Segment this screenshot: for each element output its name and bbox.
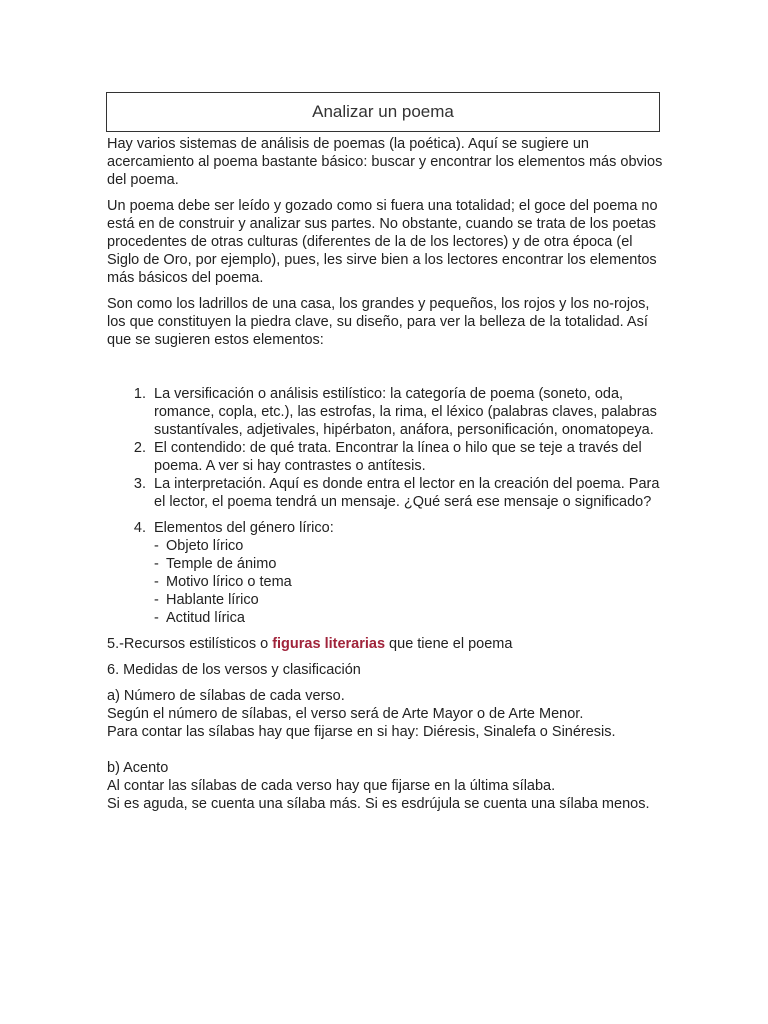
context-paragraph: Un poema debe ser leído y gozado como si fuera una totalidad; el goce del poema no está en de construir y analizar sus partes. No obstante, cuando se trata de los poetas procedentes de otras culturas (diferentes de la de los lectores) y de otra época (el Siglo de Oro, por ejemplo), pues, les sirve bien a los lectores encontrar los elementos más básicos del poema. <box>107 198 658 286</box>
elements-paragraph: Son como los ladrillos de una casa, los grandes y pequeños, los rojos y los no-rojos, los que constituyen la piedra clave, su diseño, para ver la belleza de la totalidad. Así que se sugieren estos elementos: <box>107 296 650 348</box>
lyric-genre-heading: Elementos del género lírico: <box>154 520 334 536</box>
sub-item: - Actitud lírica <box>154 610 245 626</box>
elements-list <box>107 385 663 627</box>
lyric-genre-sublist <box>154 537 663 627</box>
verse-measures-line: 6. Medidas de los versos y clasificación <box>107 662 361 678</box>
section-a-heading: a) Número de sílabas de cada verso. <box>107 688 345 704</box>
list-item: 4. Elementos del género lírico: - Objeto lírico - Temple de ánimo - Motivo lírico o tema - Hablante lírico - Actitud lírica <box>107 519 663 627</box>
document-body <box>107 135 663 813</box>
sub-item: - Objeto lírico <box>154 538 244 554</box>
section-a <box>107 687 663 741</box>
list-item: 1. La versificación o análisis estilístico: la categoría de poema (soneto, oda, romance, copla, etc.), las estrofas, la rima, el léxico (palabras claves, palabras sustantívales, adjetivales, hipérbaton, anáfora, personificación, onomatopeya. <box>133 386 657 438</box>
list-item: 3. La interpretación. Aquí es donde entra el lector en la creación del poema. Para el lector, el poema tendrá un mensaje. ¿Qué será ese mensaje o significado? <box>133 476 660 510</box>
sub-item: - Temple de ánimo <box>154 556 277 572</box>
sub-item: - Motivo lírico o tema <box>154 574 292 590</box>
section-a-line: Según el número de sílabas, el verso será de Arte Mayor o de Arte Menor. <box>107 706 584 722</box>
list-item: 2. El contendido: de qué trata. Encontrar la línea o hilo que se teje a través del poema. A ver si hay contrastes o antítesis. <box>133 440 642 474</box>
document-title: Analizar un poema <box>106 92 660 132</box>
section-a-line: Para contar las sílabas hay que fijarse en si hay: Diéresis, Sinalefa o Sinéresis. <box>107 724 616 740</box>
section-b <box>107 759 663 813</box>
intro-paragraph: Hay varios sistemas de análisis de poemas (la poética). Aquí se sugiere un acercamiento al poema bastante básico: buscar y encontrar los elementos más obvios del poema. <box>107 136 663 188</box>
stylistic-resources-line: 5.-Recursos estilísticos o figuras literarias que tiene el poema <box>107 636 513 652</box>
figuras-literarias-link[interactable]: figuras literarias <box>272 636 386 652</box>
section-b-line: Al contar las sílabas de cada verso hay que fijarse en la última sílaba. <box>107 778 556 794</box>
section-b-line: Si es aguda, se cuenta una sílaba más. Si es esdrújula se cuenta una sílaba menos. <box>107 796 650 812</box>
section-b-heading: b) Acento <box>107 760 169 776</box>
sub-item: - Hablante lírico <box>154 592 259 608</box>
